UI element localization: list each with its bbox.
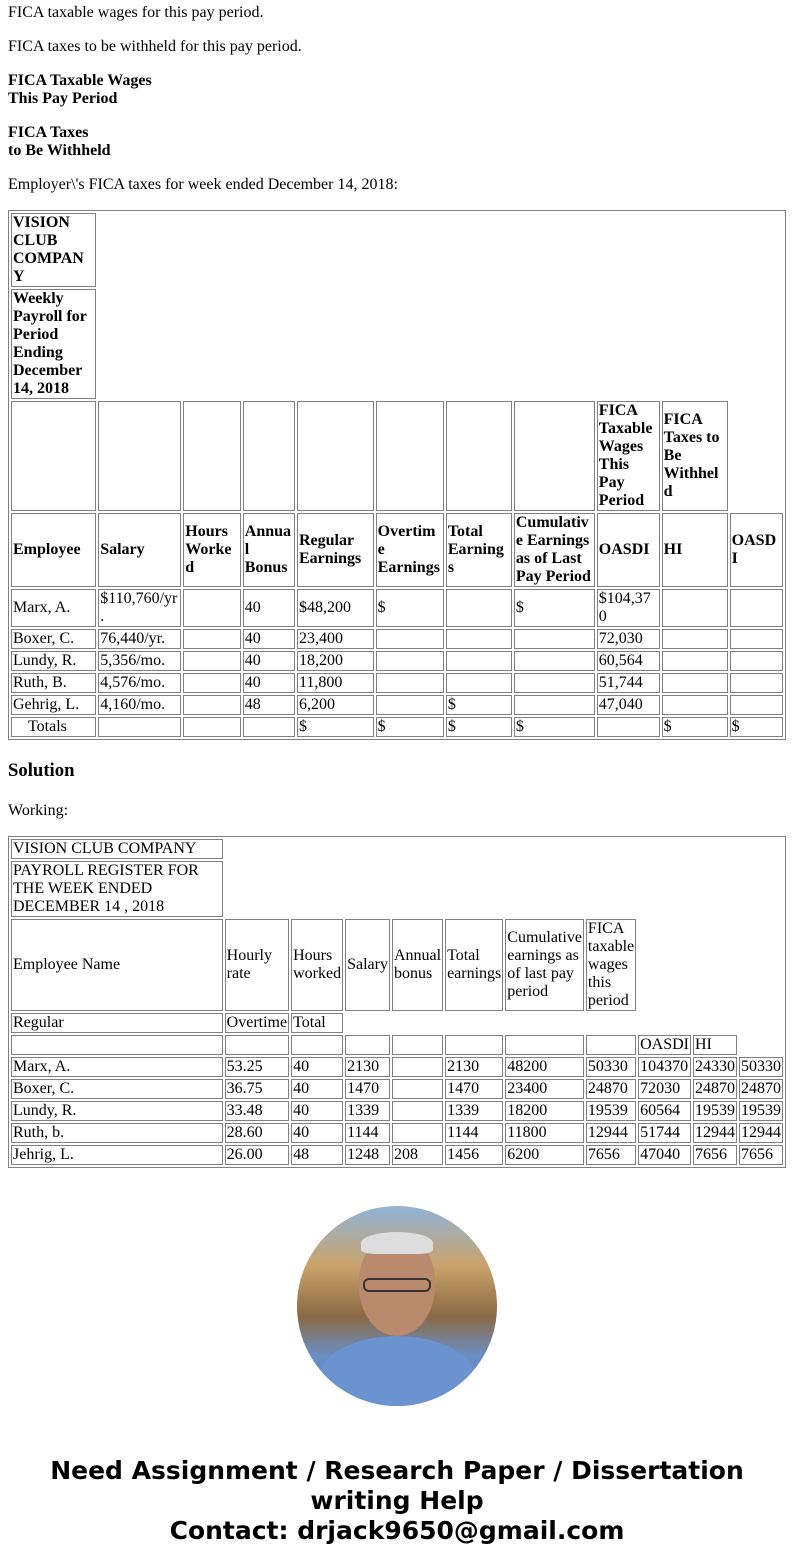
column-header: OASDI	[730, 513, 783, 587]
column-header: Overtime Earnings	[376, 513, 444, 587]
company-cell: VISION CLUB COMPANY	[11, 213, 96, 287]
data-cell: 1470	[345, 1079, 390, 1099]
promo-text	[0, 1456, 794, 1546]
table-row	[11, 1079, 783, 1099]
data-cell: 5,356/mo.	[98, 651, 181, 671]
data-cell: 19539	[695, 1102, 735, 1119]
data-cell	[243, 717, 295, 737]
data-cell	[376, 695, 444, 715]
data-cell: $	[730, 717, 783, 737]
data-cell: 1248	[345, 1145, 390, 1165]
data-cell	[183, 673, 241, 693]
data-cell: 60,564	[597, 651, 660, 671]
data-cell	[597, 717, 660, 737]
employee-cell: Totals	[11, 717, 96, 737]
empty-cell	[586, 1035, 636, 1055]
data-cell: 51,744	[597, 673, 660, 693]
data-cell	[662, 651, 728, 671]
data-cell	[392, 1079, 443, 1099]
employee-cell: Lundy, R.	[11, 651, 96, 671]
column-header: Hourly rate	[225, 919, 289, 1011]
working-label: Working:	[8, 802, 69, 819]
data-cell: 23400	[505, 1079, 584, 1099]
empty-cell	[345, 1035, 390, 1055]
data-cell: 28.60	[225, 1123, 289, 1143]
data-cell: 1144	[345, 1123, 390, 1143]
employee-cell: Ruth, b.	[11, 1123, 223, 1143]
data-cell: 40	[291, 1123, 343, 1143]
empty-cell	[11, 1035, 223, 1055]
empty-cell	[11, 401, 96, 511]
data-cell	[514, 673, 595, 693]
data-cell	[446, 629, 512, 649]
data-cell: 7656	[739, 1145, 783, 1165]
column-header: Total Earnings	[446, 513, 512, 587]
heading-line: This Pay Period	[8, 90, 118, 107]
data-cell	[98, 717, 181, 737]
fica-oasdi-header: OASDI	[640, 1036, 689, 1053]
data-cell	[392, 1057, 443, 1077]
data-cell: 40	[243, 673, 295, 693]
data-cell: 7656	[693, 1145, 737, 1165]
data-cell: 19539	[586, 1101, 636, 1121]
empty-cell	[225, 1035, 289, 1055]
data-cell: 11,800	[297, 673, 374, 693]
photo-hair	[361, 1232, 433, 1254]
data-cell: 12944	[741, 1124, 781, 1141]
data-cell: 72030	[638, 1079, 691, 1099]
table-row	[11, 651, 783, 671]
data-cell: 104370	[638, 1057, 691, 1077]
table-row	[11, 1057, 783, 1077]
data-cell: 48200	[505, 1057, 584, 1077]
data-cell: 40	[291, 1101, 343, 1121]
heading-fica-taxes	[8, 124, 786, 160]
data-cell: 40	[291, 1079, 343, 1099]
data-cell	[730, 629, 783, 649]
empty-cell	[505, 1035, 584, 1055]
column-header: OASDI	[597, 513, 660, 587]
empty-cell	[291, 1035, 343, 1055]
data-cell: 7656	[586, 1145, 636, 1165]
profile-photo	[297, 1206, 497, 1406]
data-cell: 1339	[445, 1101, 503, 1121]
subrow-total: Total	[291, 1013, 343, 1033]
data-cell	[662, 629, 728, 649]
data-cell: $	[376, 717, 444, 737]
data-cell	[514, 629, 595, 649]
employee-cell: Gehrig, L.	[11, 695, 96, 715]
data-cell: $48,200	[297, 589, 374, 627]
employee-cell: Boxer, C.	[11, 629, 96, 649]
data-cell: 40	[243, 589, 295, 627]
data-cell: 48	[243, 695, 295, 715]
data-cell: 208	[392, 1145, 443, 1165]
table-row	[11, 717, 783, 737]
table-row	[11, 589, 783, 627]
data-cell	[183, 629, 241, 649]
data-cell: 40	[291, 1057, 343, 1077]
table-row	[11, 1145, 783, 1165]
solution-payroll-register	[8, 836, 786, 1168]
company-cell: VISION CLUB COMPANY	[11, 839, 223, 859]
empty-cell	[98, 401, 181, 511]
empty-cell	[376, 401, 444, 511]
data-cell: $	[297, 717, 374, 737]
employee-cell: Marx, A.	[11, 1057, 223, 1077]
data-cell: 6200	[505, 1145, 584, 1165]
data-cell: 24870	[695, 1080, 735, 1097]
data-cell	[183, 651, 241, 671]
data-cell: 51744	[638, 1123, 691, 1143]
data-cell: 1144	[445, 1123, 503, 1143]
empty-cell	[392, 1035, 443, 1055]
data-cell	[662, 673, 728, 693]
column-header: Total earnings	[445, 919, 503, 1011]
column-header: FICA taxable wages this period	[587, 920, 635, 1009]
data-cell: 4,160/mo.	[98, 695, 181, 715]
column-header: Hours Worked	[183, 513, 241, 587]
data-cell	[392, 1101, 443, 1121]
data-cell: 1339	[345, 1101, 390, 1121]
data-cell	[376, 651, 444, 671]
data-cell: 2130	[445, 1057, 503, 1077]
empty-cell	[297, 401, 374, 511]
employee-cell: Boxer, C.	[11, 1079, 223, 1099]
intro-line-1: FICA taxable wages for this pay period.	[8, 4, 264, 21]
empty-cell	[183, 401, 241, 511]
data-cell	[662, 589, 728, 627]
fica-hi-header: HI	[693, 1035, 737, 1055]
column-header: Employee Name	[11, 919, 223, 1011]
table-row	[11, 1101, 783, 1121]
data-cell: $	[446, 717, 512, 737]
empty-cell	[243, 401, 295, 511]
column-header: Employee	[11, 513, 96, 587]
data-cell: 1456	[445, 1145, 503, 1165]
heading-line: to Be Withheld	[8, 142, 111, 159]
data-cell: 33.48	[225, 1101, 289, 1121]
data-cell	[446, 589, 512, 627]
data-cell: 60564	[638, 1101, 691, 1121]
data-cell: $	[376, 589, 444, 627]
group-header-fica-taxes: FICA Taxes to Be Withheld	[662, 401, 728, 511]
data-cell: 4,576/mo.	[98, 673, 181, 693]
data-cell	[662, 695, 728, 715]
data-cell	[514, 651, 595, 671]
data-cell	[183, 717, 241, 737]
group-header-fica-wages: FICA Taxable Wages This Pay Period	[597, 401, 660, 511]
column-header: Cumulative earnings as of last pay period	[505, 919, 584, 1011]
data-cell: 23,400	[297, 629, 374, 649]
data-cell: 19539	[741, 1102, 781, 1119]
photo-shirt	[317, 1336, 477, 1406]
data-cell	[376, 629, 444, 649]
employee-cell: Jehrig, L.	[11, 1145, 223, 1165]
data-cell	[446, 651, 512, 671]
data-cell: $	[514, 717, 595, 737]
data-cell: 26.00	[225, 1145, 289, 1165]
employee-cell: Ruth, B.	[11, 673, 96, 693]
solution-heading: Solution	[8, 760, 75, 781]
data-cell	[446, 673, 512, 693]
column-header: Hours worked	[291, 919, 343, 1011]
data-cell: 47,040	[597, 695, 660, 715]
data-cell: 12944	[586, 1123, 636, 1143]
register-title-cell: PAYROLL REGISTER FOR THE WEEK ENDED DECEMBER 14 , 2018	[11, 861, 223, 917]
data-cell: $110,760/yr.	[98, 589, 181, 627]
employer-line: Employer\'s FICA taxes for week ended December 14, 2018:	[8, 176, 398, 193]
data-cell: 40	[243, 651, 295, 671]
column-header: Salary	[345, 919, 390, 1011]
column-header: Cumulative Earnings as of Last Pay Period	[514, 513, 595, 587]
data-cell: 24330	[695, 1058, 735, 1075]
data-cell: 18,200	[297, 651, 374, 671]
subrow-overtime: Overtime	[226, 1014, 288, 1031]
subtitle-cell: Weekly Payroll for Period Ending December 14, 2018	[11, 289, 96, 399]
data-cell: 6,200	[297, 695, 374, 715]
data-cell: 12944	[695, 1124, 735, 1141]
empty-cell	[514, 401, 595, 511]
promo-line-2: writing Help	[310, 1486, 484, 1515]
data-cell: 24870	[586, 1079, 636, 1099]
data-cell: 50330	[586, 1057, 636, 1077]
employee-cell: Lundy, R.	[11, 1101, 223, 1121]
subrow-regular: Regular	[11, 1013, 223, 1033]
data-cell	[183, 695, 241, 715]
table-row	[11, 629, 783, 649]
data-cell: 40	[243, 629, 295, 649]
problem-payroll-table	[8, 210, 786, 740]
photo-glasses	[363, 1278, 431, 1292]
employee-cell: Marx, A.	[11, 589, 96, 627]
data-cell: 53.25	[225, 1057, 289, 1077]
column-header: Annual Bonus	[243, 513, 295, 587]
table-row	[11, 673, 783, 693]
column-header: Regular Earnings	[297, 513, 374, 587]
table-row	[11, 695, 783, 715]
intro-line-2: FICA taxes to be withheld for this pay period.	[8, 38, 302, 55]
data-cell	[183, 589, 241, 627]
data-cell: 76,440/yr.	[98, 629, 181, 649]
data-cell: 36.75	[225, 1079, 289, 1099]
data-cell: 2130	[345, 1057, 390, 1077]
empty-cell	[445, 1035, 503, 1055]
data-cell: $	[514, 589, 595, 627]
data-cell: 11800	[505, 1123, 584, 1143]
promo-line-1: Need Assignment / Research Paper / Dissertation	[50, 1456, 744, 1485]
data-cell: $	[662, 717, 728, 737]
table-row	[11, 1123, 783, 1143]
empty-cell	[446, 401, 512, 511]
column-header: HI	[662, 513, 728, 587]
data-cell: $	[446, 695, 512, 715]
heading-fica-wages	[8, 72, 786, 108]
data-cell: 1470	[445, 1079, 503, 1099]
data-cell: 72,030	[597, 629, 660, 649]
data-cell	[376, 673, 444, 693]
data-cell: $104,370	[597, 589, 660, 627]
heading-line: FICA Taxable Wages	[8, 72, 152, 89]
data-cell: 47040	[638, 1145, 691, 1165]
column-header: Salary	[98, 513, 181, 587]
data-cell	[730, 589, 783, 627]
data-cell: 18200	[505, 1101, 584, 1121]
data-cell: 50330	[741, 1058, 781, 1075]
data-cell: 48	[291, 1145, 343, 1165]
data-cell	[730, 651, 783, 671]
heading-line: FICA Taxes	[8, 124, 89, 141]
column-header: Annual bonus	[392, 919, 443, 1011]
promo-line-3: Contact: drjack9650@gmail.com	[169, 1516, 625, 1545]
data-cell	[730, 673, 783, 693]
data-cell	[730, 695, 783, 715]
data-cell	[392, 1123, 443, 1143]
data-cell: 24870	[741, 1080, 781, 1097]
data-cell	[514, 695, 595, 715]
